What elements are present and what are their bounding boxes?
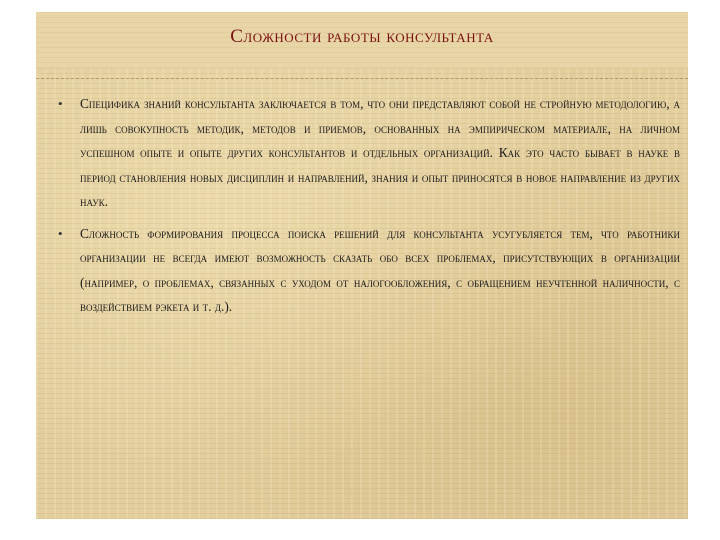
slide-content [54,92,680,327]
title-band [36,12,688,68]
bullet-text: Сложность формирования процесса поиска решений для консультанта усугубляется тем, что работники организации не всегда имеют возможность сказать обо всех проблемах, присутствующих в организации (например, о проблемах, связанных с уходом от налогообложения, с обращением неучтенной наличности, с воздействием рэкета и т. д.). [80,225,680,314]
bullet-marker: • [58,225,63,241]
title-divider [36,78,688,79]
slide [36,12,688,519]
slide-title: Сложности работы консультанта [230,26,494,47]
bullet-item-1 [54,92,680,215]
bullet-text: Специфика знаний консультанта заключается в том, что они представляют собой не стройную методологию, а лишь совокупность методик, методов и приемов, основанных на эмпирическом материале, на личном успешном опыте и опыте других консультантов и отдельных организаций. Как это часто бывает в науке в период становления новых дисциплин и направлений, знания и опыт приносятся в новое направление из других наук. [80,96,680,209]
bullet-item-2 [54,222,680,320]
bullet-marker: • [58,96,63,111]
